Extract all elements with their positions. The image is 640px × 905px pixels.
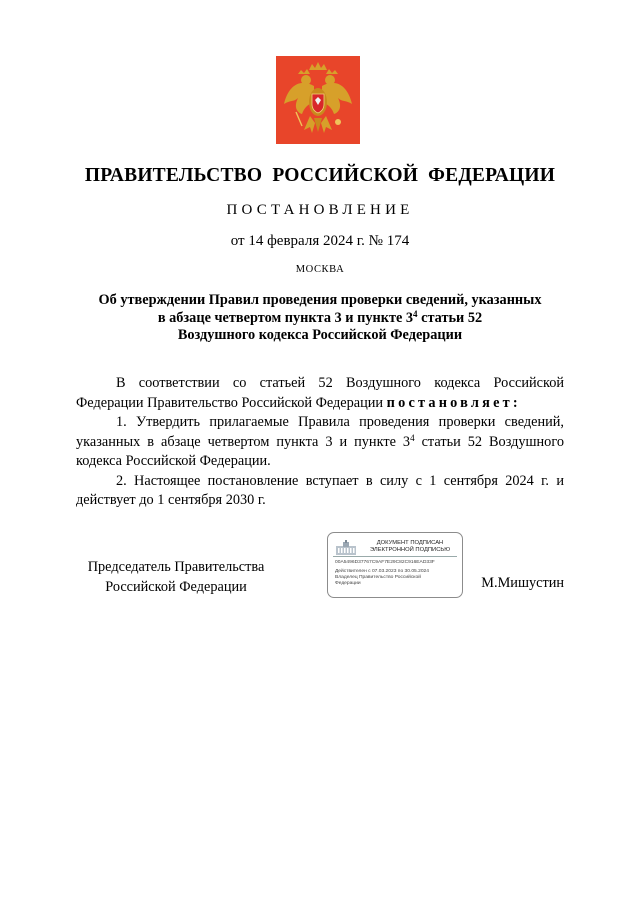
decree-subject [60,292,580,345]
subject-line-2-text: в абзаце четвертом пункта 3 и пункте 3 [157,309,414,326]
stamp-validity: Действителен с 07.03.2023 по 30.05.2024 [335,569,429,574]
subject-line-2 [60,310,580,328]
preamble-text: В соответствии со статьей 52 Воздушного кодекса Российской Федерации Правительство Российской Федерации [76,375,564,411]
subject-line-3: Воздушного кодекса Российской Федерации [177,327,463,343]
signatory-title-line-1: Председатель Правительства [87,559,265,575]
decree-date-number: от 14 февраля 2024 г. № 174 [230,233,410,249]
stamp-owner-line-1: Владелец Правительство Российской [335,575,421,580]
stamp-divider [333,556,457,557]
resolves-word: постановляет: [386,394,521,411]
stamp-heading [360,540,460,554]
electronic-signature-stamp [327,532,463,598]
clause-2: 2. Настоящее постановление вступает в силу с 1 сентября 2024 г. и действует до 1 сентября 2030 г. [76,472,564,508]
clause-1 [76,413,564,472]
coat-of-arms-icon [276,56,360,144]
signatory-title [76,558,276,597]
superscript: 4 [410,432,415,443]
stamp-owner-line-2: Федерации [335,581,361,586]
subject-line-2-tail: статьи 52 [417,309,483,326]
government-title: ПРАВИТЕЛЬСТВО РОССИЙСКОЙ ФЕДЕРАЦИИ [84,165,556,186]
stamp-heading-line-1: ДОКУМЕНТ ПОДПИСАН [376,540,444,546]
decree-body [76,374,564,511]
clause-1-text: 1. Утвердить прилагаемые Правила проведения проверки сведений, указанных в абзаце четвертом пункта 3 и пункте 3 [76,414,564,450]
government-building-icon [335,540,357,556]
stamp-heading-line-2: ЭЛЕКТРОННОЙ ПОДПИСЬЮ [369,547,451,553]
document-type: ПОСТАНОВЛЕНИЕ [226,202,414,218]
city-label: МОСКВА [295,264,345,275]
preamble-paragraph [76,374,564,413]
subject-line-1: Об утверждении Правил проведения проверки сведений, указанных [98,292,542,308]
superscript: 4 [413,308,418,319]
signatory-title-line-2: Российской Федерации [105,578,247,595]
signatory-name: М.Мишустин [481,575,564,591]
stamp-certificate: 00A5496D37767C9AF7E29C82C916EAD33F [335,560,435,565]
clause-1-tail: статьи 52 Воздушного кодекса Российской Федерации. [76,433,564,469]
